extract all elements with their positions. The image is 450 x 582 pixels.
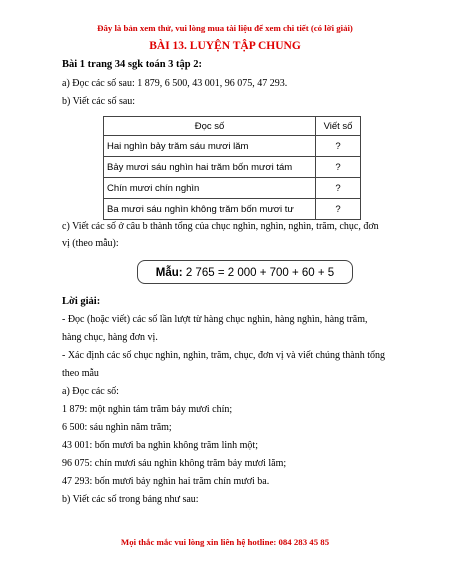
- example-expression: 2 765 = 2 000 + 700 + 60 + 5: [185, 267, 335, 279]
- row-read-text: Ba mươi sáu nghìn không trăm bốn mươi tư: [104, 199, 316, 220]
- solution-line: b) Viết các số trong bảng như sau:: [62, 494, 199, 505]
- solution-line: hàng chục, hàng đơn vị.: [62, 332, 158, 343]
- solution-line: - Đọc (hoặc viết) các số lần lượt từ hàng chục nghìn, hàng nghìn, hàng trăm,: [62, 314, 368, 325]
- table-header-write: Viết số: [316, 117, 361, 136]
- table-row: [104, 157, 361, 178]
- row-value: ?: [316, 136, 361, 157]
- table-row: [104, 199, 361, 220]
- preview-notice: Đây là bản xem thử, vui lòng mua tài liệu để xem chi tiết (có lời giải): [97, 23, 353, 33]
- row-value: ?: [316, 199, 361, 220]
- solution-line: a) Đọc các số:: [62, 386, 119, 397]
- footer-hotline: Mọi thắc mắc vui lòng xin liên hệ hotline: 084 283 45 85: [120, 537, 330, 547]
- example-box: [137, 260, 353, 284]
- table-header-read: Đọc số: [104, 117, 316, 136]
- solution-line: 43 001: bốn mươi ba nghìn không trăm linh một;: [62, 440, 258, 451]
- part-c-line-2: vị (theo mẫu):: [62, 238, 119, 249]
- table-row: [104, 178, 361, 199]
- row-read-text: Hai nghìn bảy trăm sáu mươi lăm: [104, 136, 316, 157]
- solution-line: 1 879: một nghìn tám trăm bảy mươi chín;: [62, 404, 233, 415]
- row-value: ?: [316, 178, 361, 199]
- row-read-text: Bảy mươi sáu nghìn hai trăm bốn mươi tám: [104, 157, 316, 178]
- row-value: ?: [316, 157, 361, 178]
- solution-line: 47 293: bốn mươi bảy nghìn hai trăm chín mươi ba.: [62, 476, 270, 487]
- table-header-row: [104, 117, 361, 136]
- number-table: [103, 116, 361, 220]
- exercise-heading: Bài 1 trang 34 sgk toán 3 tập 2:: [62, 59, 203, 70]
- solution-line: 96 075: chín mươi sáu nghìn không trăm bảy mươi lăm;: [62, 458, 287, 469]
- solution-heading: Lời giải:: [62, 296, 101, 307]
- part-b-text: b) Viết các số sau:: [62, 96, 136, 107]
- row-read-text: Chín mươi chín nghìn: [104, 178, 316, 199]
- part-a-text: a) Đọc các số sau: 1 879, 6 500, 43 001, 96 075, 47 293.: [62, 78, 288, 89]
- example-label: Mẫu:: [155, 267, 183, 279]
- solution-line: 6 500: sáu nghìn năm trăm;: [62, 422, 172, 433]
- table-row: [104, 136, 361, 157]
- part-c-line-1: c) Viết các số ở câu b thành tổng của chục nghìn, nghìn, nghìn, trăm, chục, đơn: [62, 221, 379, 232]
- lesson-title: BÀI 13. LUYỆN TẬP CHUNG: [149, 40, 301, 52]
- solution-line: - Xác định các số chục nghìn, nghìn, trăm, chục, đơn vị và viết chúng thành tổng: [62, 350, 385, 361]
- solution-line: theo mẫu: [62, 368, 99, 379]
